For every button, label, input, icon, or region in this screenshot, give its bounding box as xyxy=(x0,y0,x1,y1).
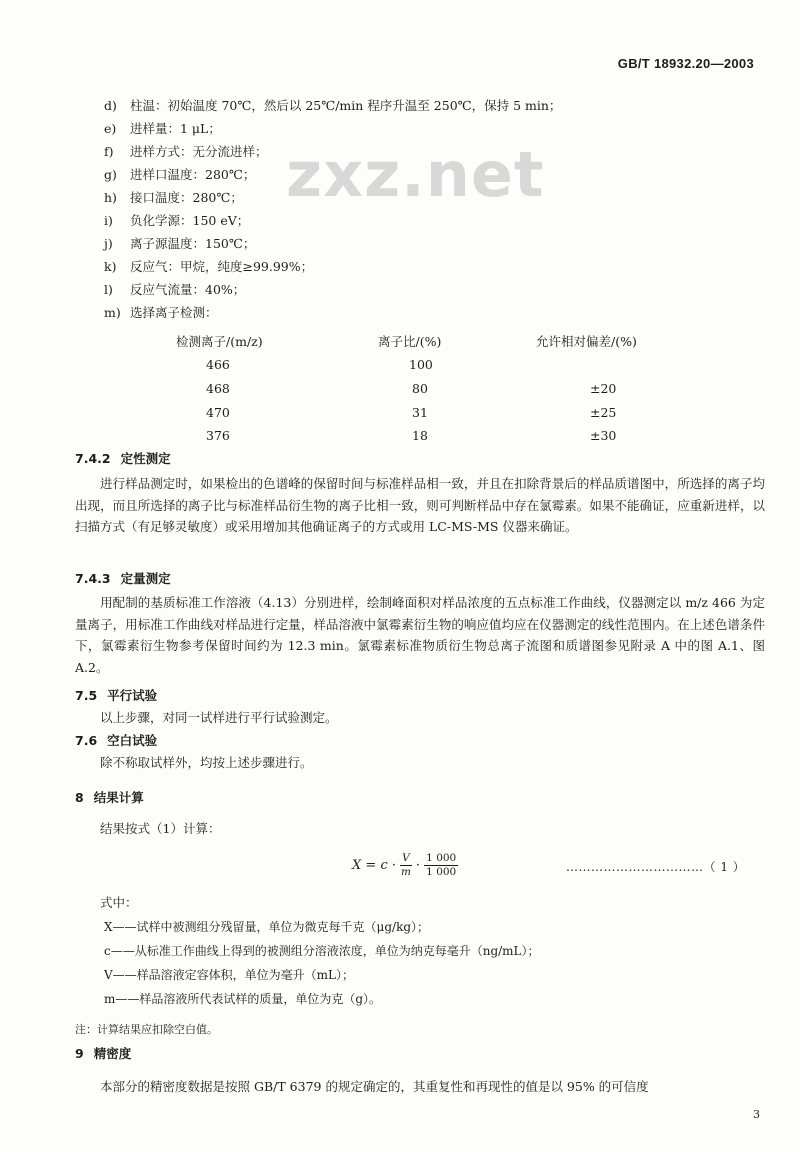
table-cell: ±30 xyxy=(590,428,617,443)
note: 注：计算结果应扣除空白值。 xyxy=(75,1023,218,1036)
definition-m: m——样品溶液所代表试样的质量，单位为克（g）。 xyxy=(104,992,382,1006)
table-cell: ±20 xyxy=(590,381,617,396)
paragraph-precision: 本部分的精密度数据是按照 GB/T 6379 的规定确定的，其重复性和再现性的值是以 95% 的可信度 xyxy=(100,1079,649,1094)
list-item: i) 负化学源：150 eV； xyxy=(104,213,250,228)
table-cell: 466 xyxy=(206,357,230,372)
section-heading-7-6: 7.6 空白试验 xyxy=(75,733,158,748)
watermark: zxz.net xyxy=(286,138,545,211)
table-cell: ±25 xyxy=(590,405,617,420)
formula xyxy=(352,852,458,879)
table-cell: 470 xyxy=(206,405,230,420)
formula-lhs: X xyxy=(352,858,362,873)
definition-c: c——从标准工作曲线上得到的被测组分溶液浓度，单位为纳克每毫升（ng/mL）； xyxy=(104,944,540,958)
table-cell: 376 xyxy=(206,428,230,443)
definition-v: V——样品溶液定容体积，单位为毫升（mL）； xyxy=(104,968,355,982)
standard-number: GB/T 18932.20—2003 xyxy=(617,56,754,71)
paragraph-qualitative: 进行样品测定时，如果检出的色谱峰的保留时间与标准样品相一致，并且在扣除背景后的样品质谱图中，所选择的离子均出现，而且所选择的离子比与标准样品衍生物的离子比相一致，则可判断样品中存在氯霉素。如果不能确证，应重新进样，以扫描方式（有足够灵敏度）或采用增加其他确证离子的方式或用 LC-MS-MS 仪器来确证。 xyxy=(75,476,765,534)
list-item: k) 反应气：甲烷，纯度≥99.99%； xyxy=(104,259,314,274)
list-item: e) 进样量：1 μL； xyxy=(104,121,221,136)
page-number: 3 xyxy=(753,1108,760,1121)
table-cell: 18 xyxy=(412,428,428,443)
section-heading-8: 8 结果计算 xyxy=(75,790,144,805)
formula-c: c xyxy=(380,858,388,873)
section-heading-7-4-3: 7.4.3 定量测定 xyxy=(75,571,171,586)
fraction-1000-over-1000: $\frac{1 000}{1 000}$ xyxy=(426,852,457,878)
formula-equals: = xyxy=(365,858,377,873)
fraction-v-over-m: $\frac{V}{m}$ xyxy=(400,852,411,878)
where-label: 式中： xyxy=(100,895,138,910)
calc-intro: 结果按式（1）计算： xyxy=(100,821,221,836)
definition-x: X——试样中被测组分残留量，单位为微克每千克（μg/kg）； xyxy=(104,920,430,934)
table-cell: 80 xyxy=(412,381,428,396)
formula-dot: · xyxy=(415,858,421,873)
paragraph-parallel: 以上步骤，对同一试样进行平行试验测定。 xyxy=(100,710,338,725)
table-cell: 31 xyxy=(412,405,428,420)
list-item: l) 反应气流量：40%； xyxy=(104,282,246,297)
list-item: d) 柱温：初始温度 70℃，然后以 25℃/min 程序升温至 250℃，保持 5 min； xyxy=(104,98,562,113)
section-heading-9: 9 精密度 xyxy=(75,1046,132,1061)
list-item: f) 进样方式：无分流进样； xyxy=(104,144,268,159)
paragraph-blank: 除不称取试样外，均按上述步骤进行。 xyxy=(100,755,313,770)
section-heading-7-4-2: 7.4.2 定性测定 xyxy=(75,451,171,466)
paragraph-quantitative: 用配制的基质标准工作溶液（4.13）分别进样，绘制峰面积对样品浓度的五点标准工作曲线，仪器测定以 m/z 466 为定量离子，用标准工作曲线对样品进行定量，样品溶液中氯霉素衍生物的响应值均应在仪器测定的线性范围内。在上述色谱条件下，氯霉素衍生物参考保留时间约为 12.3 min。氯霉素标准物质衍生物总离子流图和质谱图参见附录 A 中的图 A.1、图 A.2。 xyxy=(75,595,765,675)
table-header: 允许相对偏差/(%) xyxy=(536,334,637,349)
list-item: m) 选择离子检测： xyxy=(104,305,218,320)
list-item: g) 进样口温度：280℃； xyxy=(104,167,256,182)
formula-number: ……………………………（ 1 ） xyxy=(566,860,746,874)
formula-dot: · xyxy=(391,858,397,873)
list-item: j) 离子源温度：150℃； xyxy=(104,236,256,251)
table-header: 检测离子/(m/z) xyxy=(176,334,263,349)
table-cell: 468 xyxy=(206,381,230,396)
table-cell: 100 xyxy=(409,357,433,372)
table-header: 离子比/(%) xyxy=(378,334,442,349)
list-item: h) 接口温度：280℃； xyxy=(104,190,243,205)
section-heading-7-5: 7.5 平行试验 xyxy=(75,688,158,703)
